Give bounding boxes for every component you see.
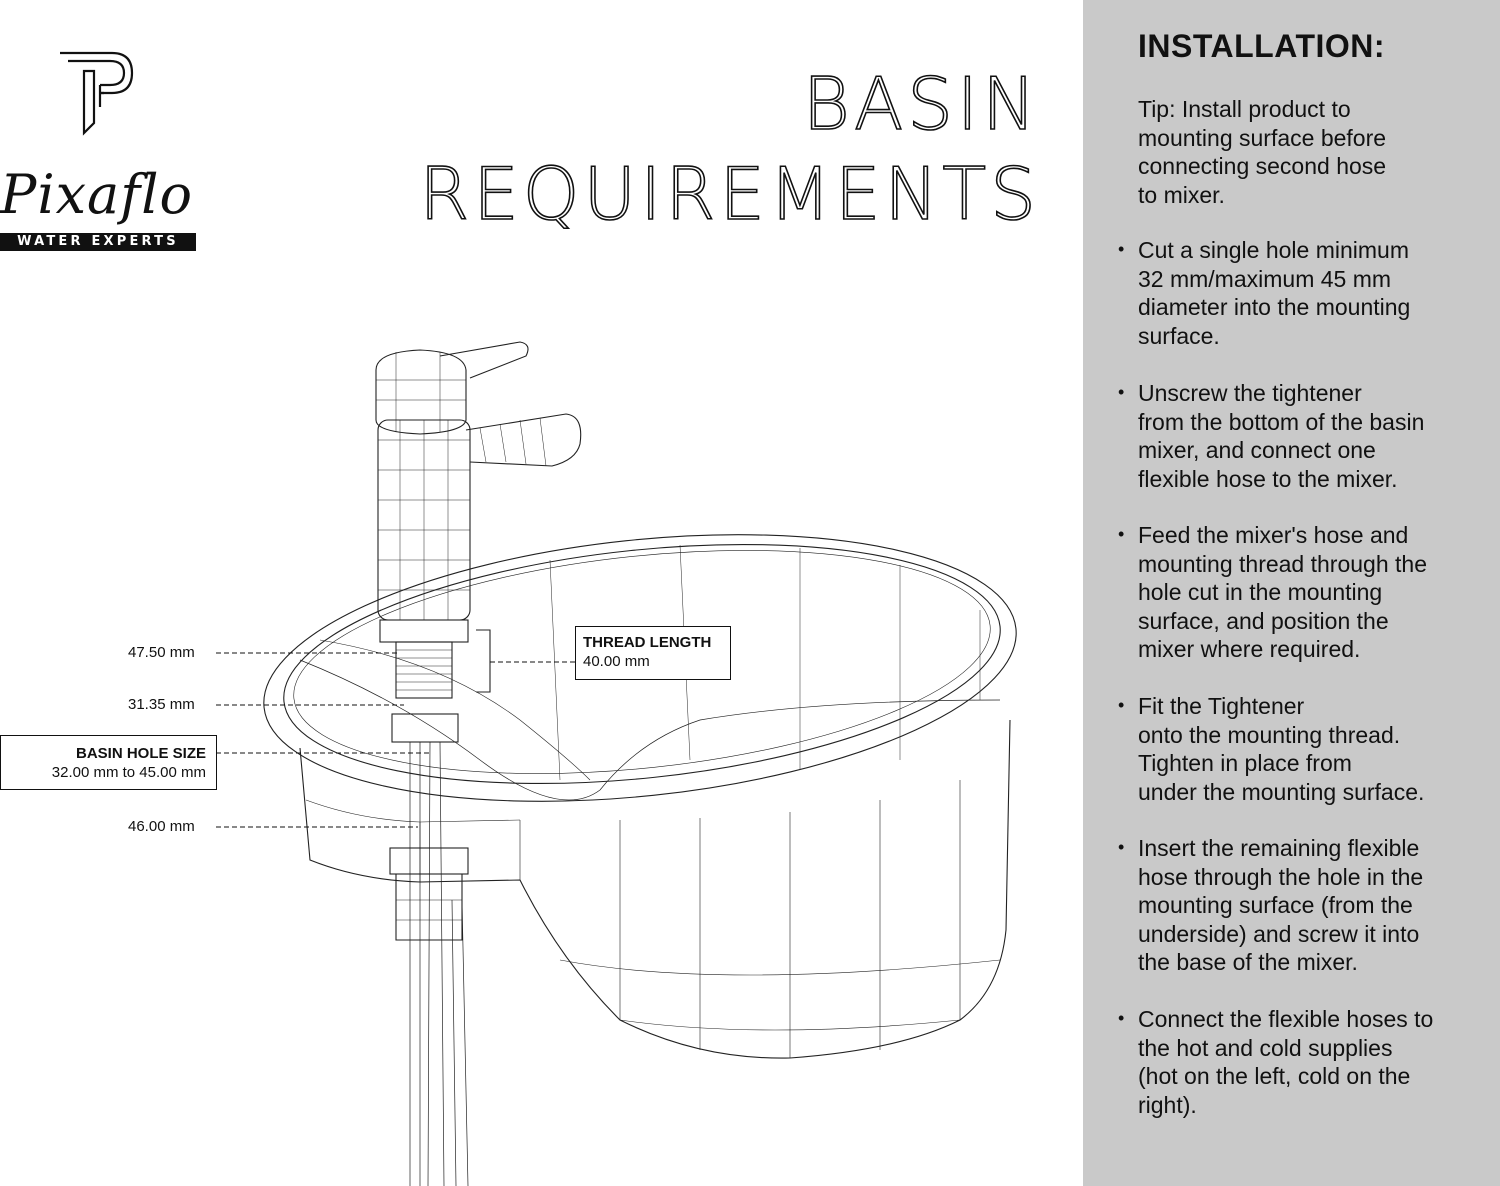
dimension-label: 31.35 mm xyxy=(128,696,195,713)
brand-tagline: WATER EXPERTS xyxy=(0,233,196,251)
basin-hole-size-value: 32.00 mm to 45.00 mm xyxy=(51,764,206,781)
installation-tip: Tip: Install product to mounting surface before connecting second hose to mixer. xyxy=(1138,96,1387,208)
dimension-label: 47.50 mm xyxy=(128,644,195,661)
tightener-nut xyxy=(390,848,468,874)
mounting-thread xyxy=(380,620,468,642)
mixer-lever xyxy=(440,342,528,378)
page-title-line-2: REQUIREMENTS xyxy=(419,152,1040,236)
brand-logo xyxy=(0,45,200,260)
page-title-line-1: BASIN xyxy=(802,62,1040,146)
basin-hole-size-heading: BASIN HOLE SIZE xyxy=(75,745,206,762)
basin-body xyxy=(300,720,1010,1058)
mixer-head xyxy=(376,350,466,434)
installation-step: • Connect the flexible hoses to the hot and cold supplies (hot on the left, cold on the right). xyxy=(1138,1005,1493,1119)
thread-length-heading: THREAD LENGTH xyxy=(583,634,712,651)
thread-length-value: 40.00 mm xyxy=(583,653,650,670)
p-monogram-icon xyxy=(0,45,200,165)
thread-length-callout xyxy=(575,626,731,680)
installation-step: • Feed the mixer's hose and mounting thread through the hole cut in the mounting surface, and position the mixer where required. xyxy=(1138,521,1493,664)
installation-heading: INSTALLATION: xyxy=(1138,28,1386,64)
installation-step: • Unscrew the tightener from the bottom of the basin mixer, and connect one flexible hose to the mixer. xyxy=(1138,379,1493,493)
mixer-spout xyxy=(466,414,581,466)
installation-step: • Cut a single hole minimum 32 mm/maximum 45 mm diameter into the mounting surface. xyxy=(1138,236,1493,350)
installation-step: • Fit the Tightener onto the mounting thread. Tighten in place from under the mounting surface. xyxy=(1138,692,1493,806)
brand-name: Pixaflo xyxy=(0,163,194,226)
basin-hole-size-callout xyxy=(0,735,217,790)
installation-panel xyxy=(1083,0,1500,1186)
dimension-label: 46.00 mm xyxy=(128,818,195,835)
flexible-hoses xyxy=(410,742,468,1186)
installation-step: • Insert the remaining flexible hose through the hole in the mounting surface (from the underside) and screw it into the base of the mixer. xyxy=(1138,834,1493,977)
